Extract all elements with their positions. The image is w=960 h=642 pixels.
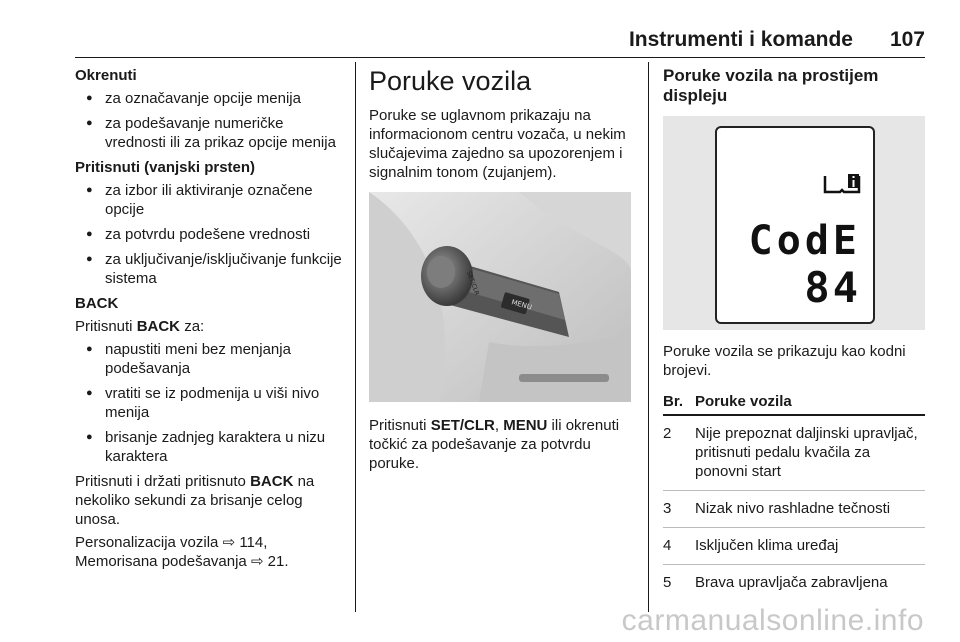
list-item: ● za podešavanje numeričke vrednosti ili za prikaz opcije menija	[75, 114, 345, 152]
hold-text-suffix: na nekoliko sekundi za brisanje celog unosa.	[75, 473, 315, 528]
list-item: ● za izbor ili aktiviranje označene opcije	[75, 181, 345, 219]
column-1	[75, 66, 345, 571]
page-number: 107	[889, 28, 925, 51]
back-intro	[75, 317, 345, 336]
list-item: ● brisanje zadnjeg karaktera u nizu karaktera	[75, 428, 345, 466]
list-item: ● vratiti se iz podmenija u viši nivo menija	[75, 384, 345, 422]
pritisnuti-list	[75, 181, 345, 288]
row-message: Nizak nivo rashladne tečnosti	[695, 491, 925, 528]
svg-text:SET/CLR: SET/CLR	[465, 270, 481, 297]
reference-text: Memorisana podešavanja	[75, 553, 251, 570]
column-2	[369, 66, 631, 473]
table-header-row	[663, 392, 925, 415]
table-row	[663, 528, 925, 565]
section-intro: Poruke se uglavnom prikazaju na informacionom centru vozača, u nekim slučajevima zajedno sa upozorenjem i signalnim tonom (zujanjem).	[369, 107, 626, 181]
column-header-msg: Poruke vozila	[695, 392, 925, 415]
manual-info-icon	[823, 172, 861, 194]
section-heading: Poruke vozila	[369, 66, 532, 96]
cross-references	[75, 533, 345, 571]
header-rule	[75, 57, 925, 58]
list-item: ● za potvrdu podešene vrednosti	[75, 225, 345, 244]
okrenuti-list	[75, 89, 345, 152]
row-number: 3	[663, 491, 695, 528]
reference-page[interactable]: 114,	[235, 534, 268, 551]
back-intro-text: Pritisnuti	[75, 318, 137, 335]
section-heading: Poruke vozila na prostijem displeju	[663, 66, 879, 105]
watermark: carmanualsonline.info	[621, 604, 924, 637]
back-key-label: BACK	[136, 318, 181, 335]
page-header	[75, 28, 925, 56]
pritisnuti-label: Pritisnuti (vanjski prsten)	[75, 159, 256, 176]
message-table	[663, 392, 925, 601]
back-list	[75, 340, 345, 466]
hold-back-paragraph	[75, 472, 345, 529]
page-arrow-icon: ⇨	[222, 534, 236, 551]
table-row	[663, 415, 925, 491]
row-number: 2	[663, 415, 695, 491]
okrenuti-label: Okrenuti	[75, 67, 137, 84]
reference-page[interactable]: 21.	[263, 553, 289, 570]
page-arrow-icon: ⇨	[250, 553, 264, 570]
list-item: ● napustiti meni bez menjanja podešavanja	[75, 340, 345, 378]
set-clr-label: SET/CLR	[430, 417, 495, 434]
caption-text-suffix: ili okrenuti točkić za podešavanje za potvrdu poruke.	[369, 417, 620, 472]
lcd-display	[715, 126, 875, 324]
svg-text:MENU: MENU	[510, 298, 533, 312]
page-title: Instrumenti i komande	[628, 28, 853, 51]
lcd-illustration	[663, 116, 925, 330]
row-message: Brava upravljača zabravljena	[695, 574, 888, 591]
table-row	[663, 491, 925, 528]
menu-label: MENU	[503, 417, 548, 434]
column-divider-2	[648, 62, 649, 612]
lcd-number-line: 84	[804, 263, 861, 312]
row-message: Isključen klima uređaj	[695, 528, 925, 565]
photo-caption	[369, 416, 631, 473]
lcd-code-line: CodE	[748, 218, 861, 264]
back-intro-suffix: za:	[180, 318, 205, 335]
row-number: 5	[663, 574, 672, 591]
steering-stalk-photo	[369, 192, 631, 402]
steering-stalk-illustration	[369, 192, 631, 402]
column-header-num: Br.	[663, 392, 695, 415]
reference-text: Personalizacija vozila	[75, 534, 223, 551]
list-item: ● za označavanje opcije menija	[75, 89, 345, 108]
column-3	[663, 66, 925, 601]
table-row	[663, 565, 925, 602]
hold-text: Pritisnuti i držati pritisnuto	[75, 473, 251, 490]
back-key-label: BACK	[250, 473, 294, 490]
list-item: ● za uključivanje/isključivanje funkcije sistema	[75, 250, 345, 288]
back-heading: BACK	[75, 295, 119, 312]
caption-text: Pritisnuti	[369, 417, 431, 434]
row-number: 4	[663, 528, 695, 565]
section-intro: Poruke vozila se prikazuju kao kodni brojevi.	[663, 343, 906, 379]
column-divider-1	[355, 62, 356, 612]
row-message: Nije prepoznat daljinski upravljač, pritisnuti pedalu kvačila za ponovni start	[695, 415, 925, 491]
caption-separator: ,	[494, 417, 504, 434]
